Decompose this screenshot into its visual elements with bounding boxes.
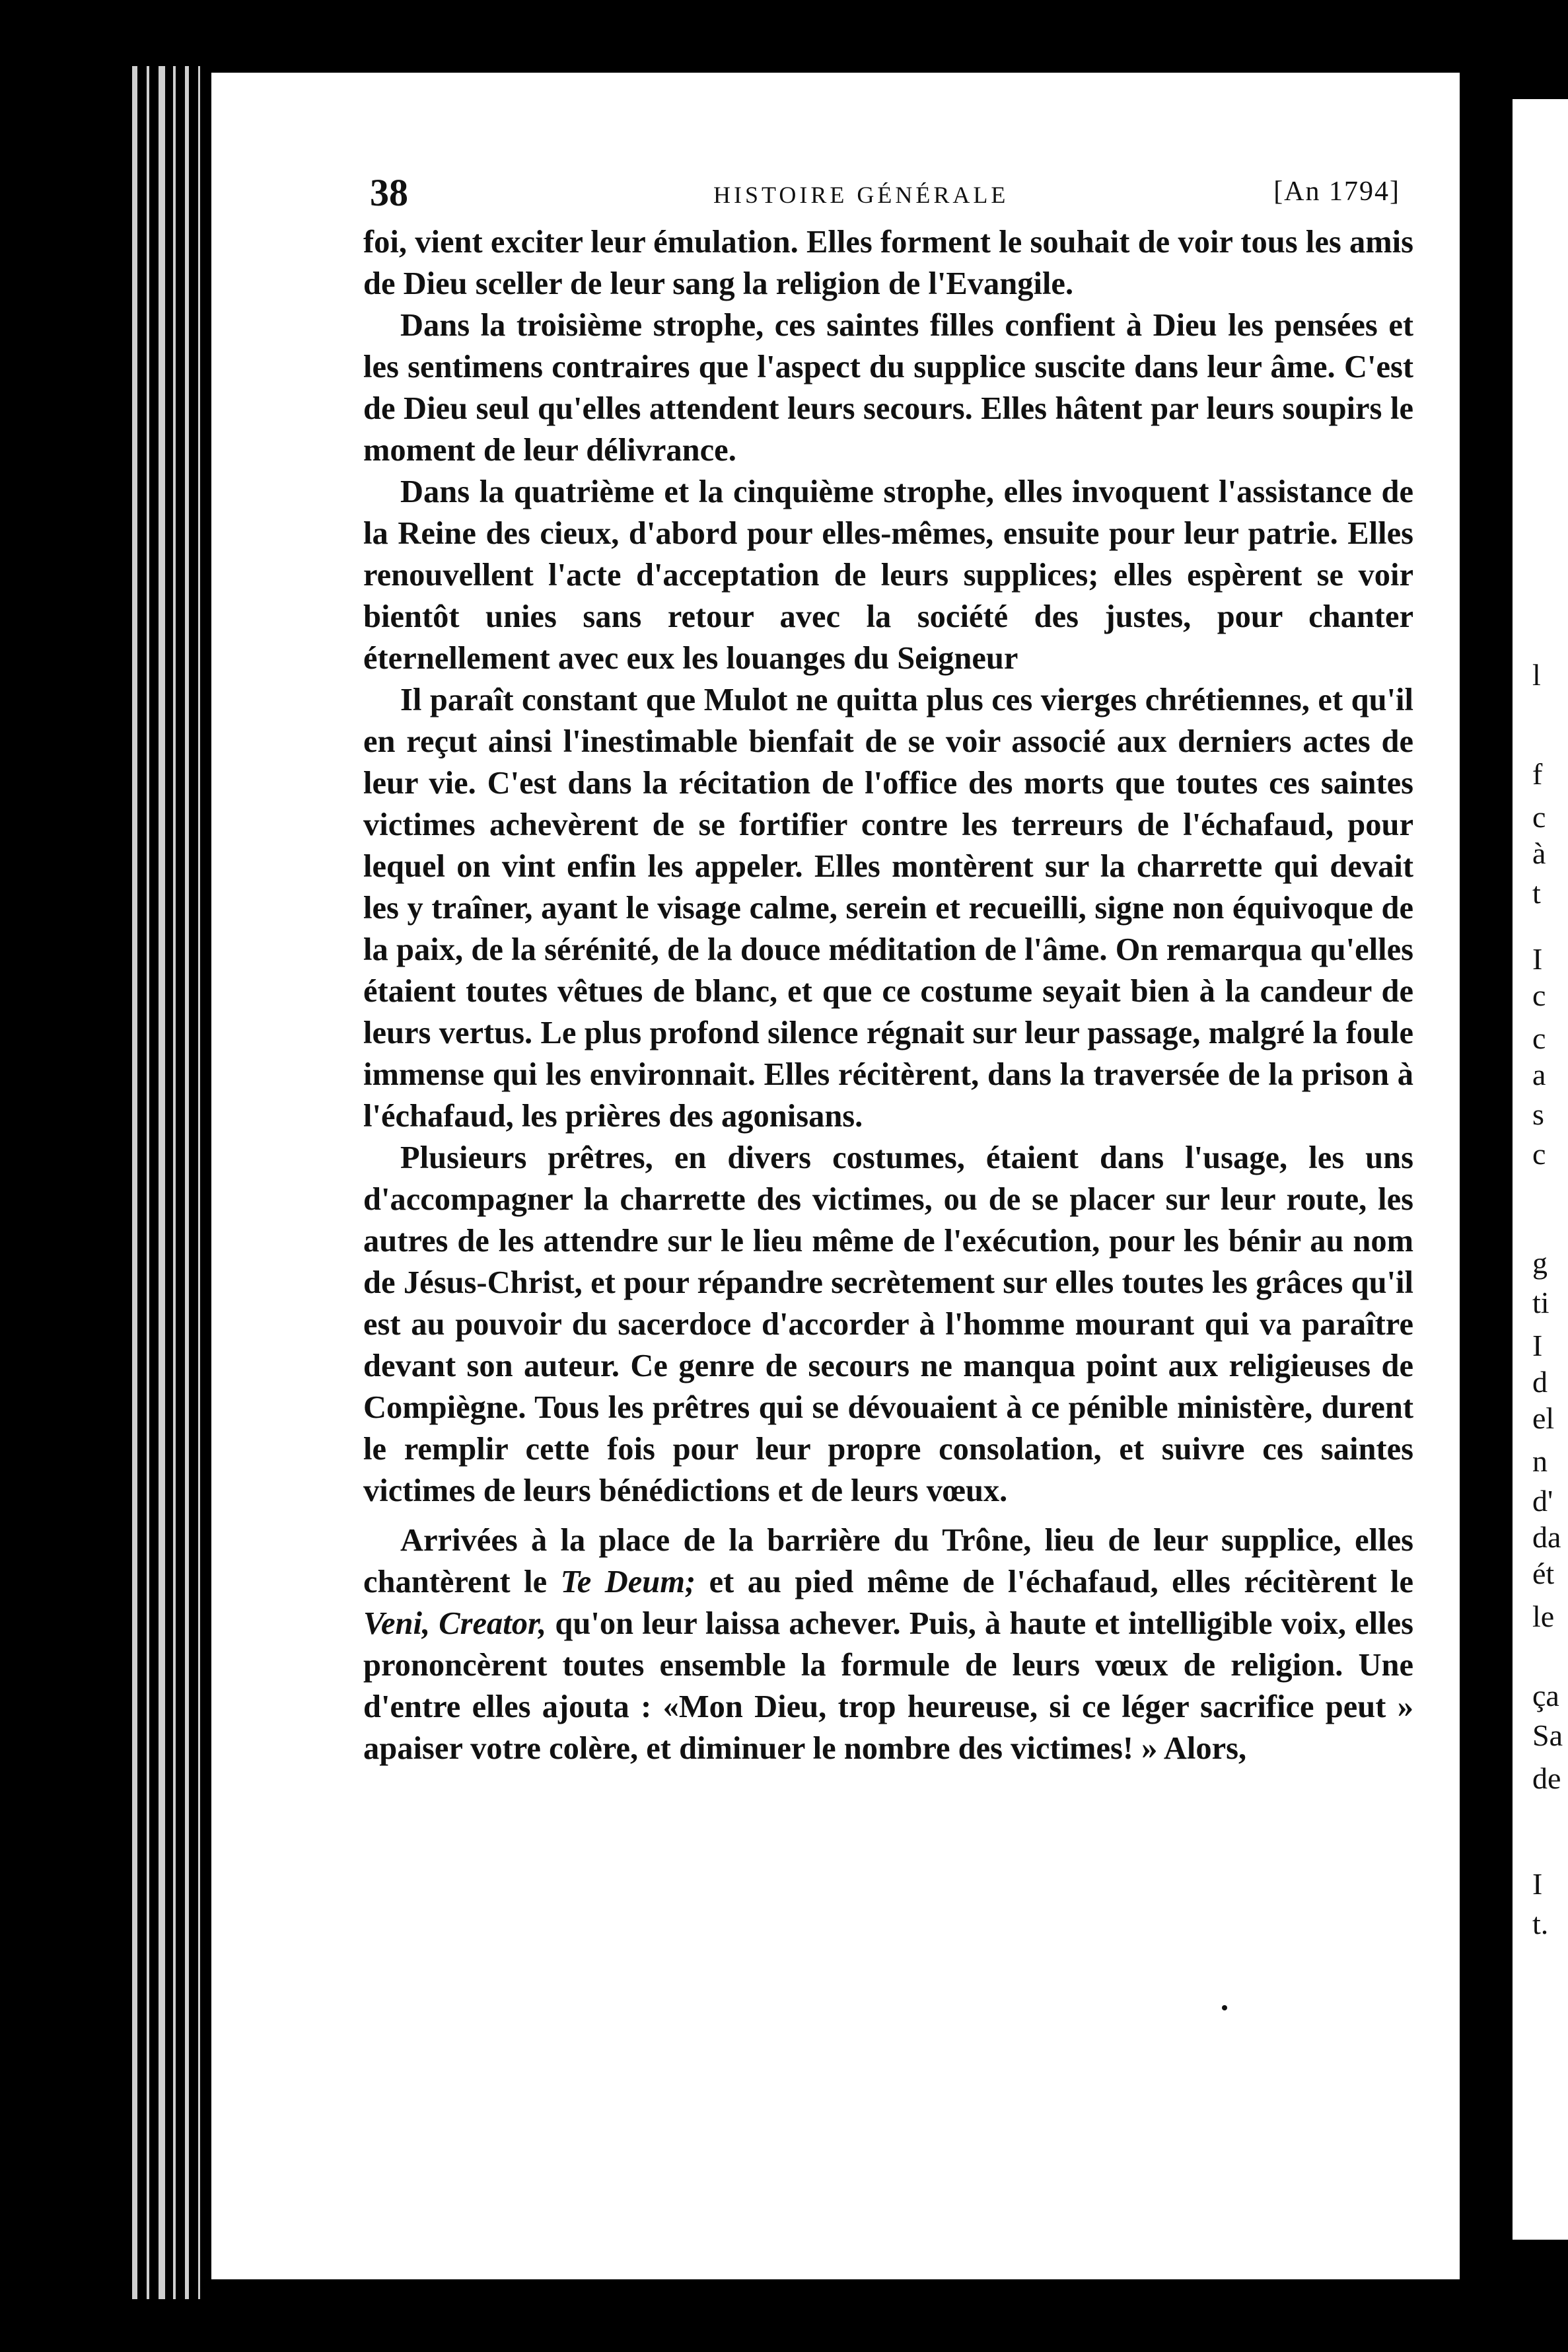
page-number: 38: [370, 171, 408, 214]
paragraph-text: qu'on leur laissa achever. Puis, à haute et intelligible voix, elles prononcèrent toutes ensemble la formule de leurs vœux de religion. Une d'entre elles ajouta : «Mon Dieu, trop heureuse, si ce léger sacrifice peut » apaiser votre colère, et diminuer le nombre des victimes! » Alors,: [363, 1606, 1414, 1766]
next-page-text-fragment: g: [1532, 1246, 1548, 1280]
next-page-text-fragment: I: [1532, 942, 1543, 976]
next-page-text-fragment: I: [1532, 1329, 1543, 1362]
next-page-edge: [1513, 99, 1568, 2240]
paragraph-text: Arrivées à la place de la barrière du Trône, lieu de leur supplice, elles chantèrent le: [363, 1523, 1413, 1599]
paragraph: Il paraît constant que Mulot ne quitta plus ces vierges chrétiennes, et qu'il en reçut ainsi l'inestimable bienfait de se voir associé aux derniers actes de leur vie. C'est dans la récitation de l'office des morts que toutes ces saintes victimes achevèrent de se fortifier contre les terreurs de l'échafaud, pour lequel on vint enfin les appeler. Elles montèrent sur la charrette qui devait les y traîner, ayant le visage calme, serein et recueilli, signe non équivoque de la paix, de la sérénité, de la douce méditation de l'âme. On remarqua qu'elles étaient toutes vêtues de blanc, et que ce costume seyait bien à la candeur de leurs vertus. Le plus profond silence régnait sur leur passage, malgré la foule immense qui les environnait. Elles récitèrent, dans la traversée de la prison à l'échafaud, les prières des agonisans.: [363, 682, 1413, 1134]
next-page-text-fragment: le: [1532, 1599, 1555, 1633]
paragraph: Dans la troisième strophe, ces saintes filles confient à Dieu les pensées et les sentimens contraires que l'aspect du supplice suscite dans leur âme. C'est de Dieu seul qu'elles attendent leurs secours. Elles hâtent par leurs soupirs le moment de leur délivrance.: [363, 308, 1413, 468]
next-page-text-fragment: de: [1532, 1761, 1561, 1795]
next-page-text-fragment: d: [1532, 1365, 1548, 1399]
year-marker: [An 1794]: [1273, 176, 1400, 207]
book-binding: [0, 0, 211, 2352]
ink-speck: [1222, 2005, 1227, 2010]
next-page-text-fragment: ét: [1532, 1557, 1555, 1590]
paragraph: [363, 1520, 1413, 1769]
next-page-text-fragment: t: [1532, 876, 1541, 910]
next-page-text-fragment: s: [1532, 1097, 1544, 1131]
next-page-text-fragment: el: [1532, 1401, 1555, 1435]
next-page-text-fragment: ti: [1532, 1286, 1550, 1319]
next-page-text-fragment: t.: [1532, 1907, 1549, 1940]
next-page-text-fragment: n: [1532, 1444, 1548, 1478]
next-page-text-fragment: a: [1532, 1058, 1546, 1091]
book-page: [211, 73, 1460, 2279]
hymn-title: Veni, Creator,: [363, 1606, 547, 1641]
paragraph: Dans la quatrième et la cinquième strophe, elles invoquent l'assistance de la Reine des cieux, d'abord pour elles-mêmes, ensuite pour leur patrie. Elles renouvellent l'acte d'acceptation de leurs supplices; elles espèrent se voir bientôt unies sans retour avec la société des justes, pour chanter éternellement avec eux les louanges du Seigneur: [363, 474, 1413, 676]
next-page-text-fragment: ça: [1532, 1679, 1559, 1712]
next-page-text-fragment: Sa: [1532, 1718, 1563, 1752]
next-page-text-fragment: d': [1532, 1484, 1553, 1518]
next-page-text-fragment: c: [1532, 1137, 1546, 1171]
paragraph-text: et au pied même de l'échafaud, elles récitèrent le: [695, 1564, 1413, 1599]
next-page-text-fragment: I: [1532, 1867, 1543, 1901]
next-page-text-fragment: c: [1532, 800, 1546, 834]
body-text: [363, 221, 1413, 1769]
paragraph: Plusieurs prêtres, en divers costumes, étaient dans l'usage, les uns d'accompagner la charrette des victimes, ou de se placer sur leur route, les autres de les attendre sur le lieu même de l'exécution, pour les bénir au nom de Jésus-Christ, et pour répandre secrètement sur elles toutes les grâces qu'il est au pouvoir du sacerdoce d'accorder à l'homme mourant qui va paraître devant son auteur. Ce genre de secours ne manqua point aux religieuses de Compiègne. Tous les prêtres qui se dévouaient à ce pénible ministère, durent le remplir cette fois pour leur propre consolation, et suivre ces saintes victimes de leurs bénédictions et de leurs vœux.: [363, 1140, 1413, 1508]
paragraph: foi, vient exciter leur émulation. Elles forment le souhait de voir tous les amis de Dieu sceller de leur sang la religion de l'Evangile.: [363, 225, 1413, 301]
next-page-text-fragment: c: [1532, 1021, 1546, 1055]
next-page-text-fragment: à: [1532, 836, 1546, 870]
next-page-text-fragment: c: [1532, 978, 1546, 1012]
running-title: HISTOIRE GÉNÉRALE: [713, 182, 1009, 208]
hymn-title: Te Deum;: [560, 1564, 696, 1599]
next-page-text-fragment: l: [1532, 658, 1541, 692]
next-page-text-fragment: f: [1532, 757, 1543, 791]
next-page-text-fragment: da: [1532, 1520, 1561, 1554]
